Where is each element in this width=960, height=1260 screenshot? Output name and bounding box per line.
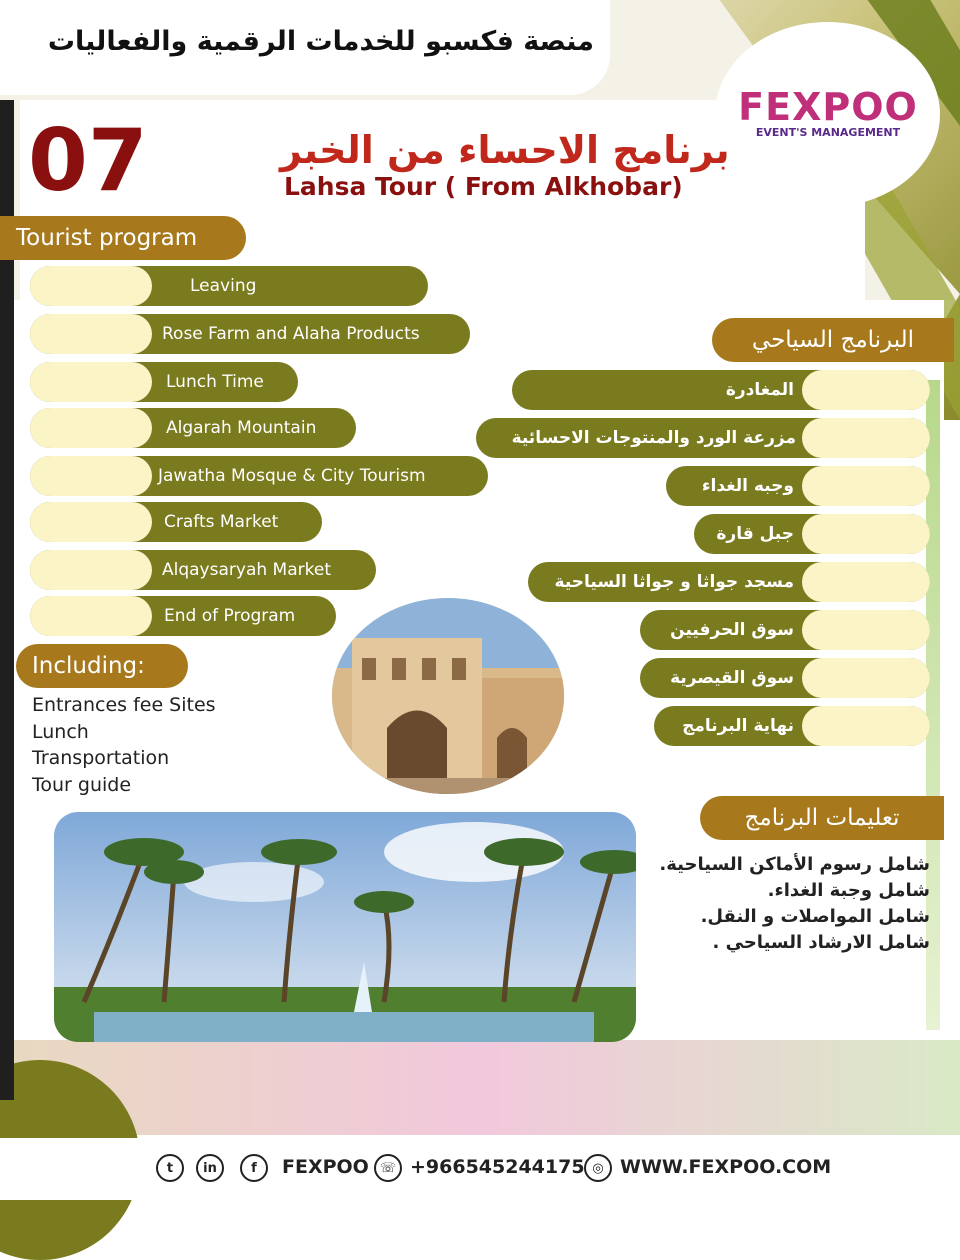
dribbble-icon[interactable]: ◎ <box>584 1154 612 1182</box>
program-item-arabic: جبل قارة <box>692 514 930 554</box>
program-item-arabic: مزرعة الورد والمنتوجات الاحسائية <box>474 418 930 458</box>
instruction-item: شامل الارشاد السياحي . <box>712 932 930 953</box>
linkedin-icon[interactable]: in <box>196 1154 224 1182</box>
including-item: Tour guide <box>32 773 132 796</box>
program-item: Lunch Time <box>30 362 300 402</box>
program-item: Alqaysaryah Market <box>30 550 378 590</box>
footer-phone[interactable]: +966545244175 <box>410 1156 585 1178</box>
facebook-icon[interactable]: f <box>240 1154 268 1182</box>
including-item: Entrances fee Sites <box>32 694 216 716</box>
footer-handle[interactable]: FEXPOO <box>282 1156 369 1178</box>
program-item: Algarah Mountain <box>30 408 358 448</box>
tourist-program-heading: Tourist program <box>0 216 246 260</box>
logo-tagline: EVENT'S MANAGEMENT <box>755 126 901 139</box>
program-item-arabic: نهاية البرنامج <box>652 706 930 746</box>
program-item: Crafts Market <box>30 502 324 542</box>
program-item: End of Program <box>30 596 338 636</box>
program-item: Leaving <box>30 266 430 306</box>
program-item-arabic: مسجد جواثا و جواثا السياحية <box>526 562 930 602</box>
twitter-icon[interactable]: t <box>156 1154 184 1182</box>
program-item: Jawatha Mosque & City Tourism <box>30 456 490 496</box>
instruction-item: شامل المواصلات و النقل. <box>700 906 930 927</box>
program-instructions-list <box>659 852 930 956</box>
palm-oasis-photo <box>54 812 636 1042</box>
tourist-program-heading-arabic: البرنامج السياحي <box>712 318 954 362</box>
including-item: Lunch <box>32 720 89 743</box>
logo <box>728 85 928 129</box>
platform-title: منصة فكسبو للخدمات الرقمية والفعاليات <box>47 26 594 57</box>
background-bottom <box>0 1040 960 1135</box>
including-heading: Including: <box>16 644 188 688</box>
program-item-arabic: المغادرة <box>510 370 930 410</box>
program-item: Rose Farm and Alaha Products <box>30 314 472 354</box>
souq-illustration <box>332 598 564 794</box>
including-list <box>32 692 216 798</box>
instruction-item: شامل وجبة الغداء. <box>767 880 930 901</box>
program-item-arabic: سوق القيصرية <box>638 658 930 698</box>
including-item: Transportation <box>32 747 170 769</box>
tour-number: 07 <box>28 111 148 211</box>
souq-photo <box>332 598 564 794</box>
tour-title-arabic: برنامج الاحساء من الخبر <box>280 128 730 172</box>
program-instructions-heading: تعليمات البرنامج <box>700 796 944 840</box>
tour-title-english: Lahsa Tour ( From Alkhobar) <box>284 172 683 201</box>
program-item-arabic: وجبه الغداء <box>664 466 930 506</box>
whatsapp-icon[interactable]: ☏ <box>374 1154 402 1182</box>
instruction-item: شامل رسوم الأماكن السياحية. <box>659 854 930 875</box>
palm-illustration <box>54 812 636 1042</box>
logo-name: FEXPOO <box>738 85 918 129</box>
footer-website[interactable]: WWW.FEXPOO.COM <box>620 1156 832 1178</box>
program-item-arabic: سوق الحرفيين <box>638 610 930 650</box>
